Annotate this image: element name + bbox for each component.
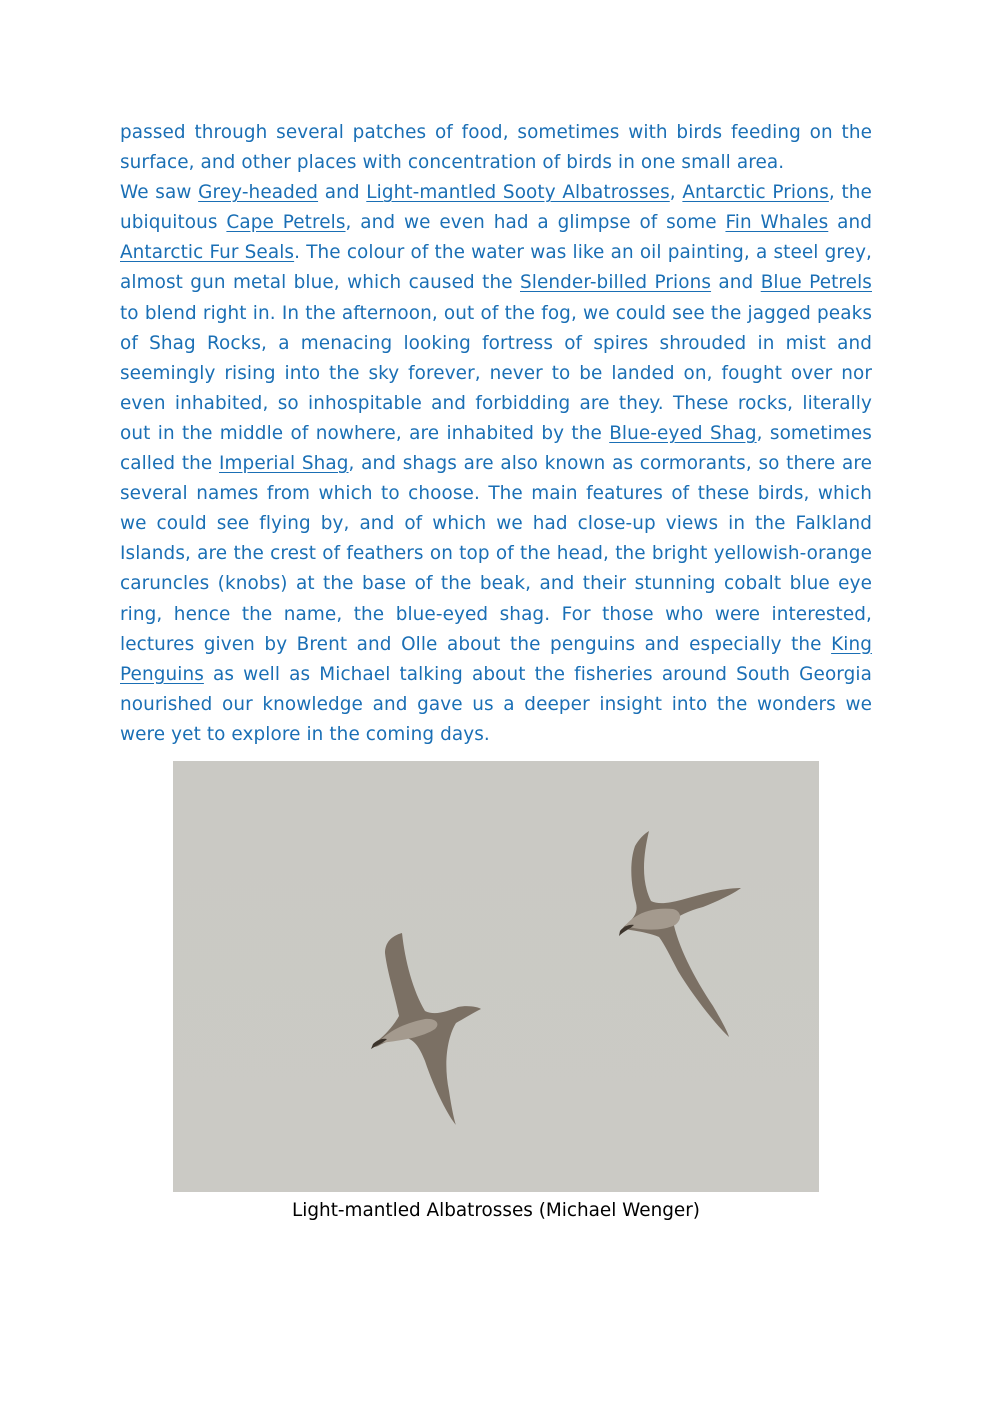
link-grey-headed[interactable]: Grey-headed [198, 182, 319, 204]
paragraph-2 [120, 178, 872, 750]
link-light-mantled-sooty-albatrosses[interactable]: Light-mantled Sooty Albatrosses [366, 182, 670, 204]
text-run: and [318, 182, 367, 204]
text-run: and [711, 272, 761, 294]
photo-caption: Light-mantled Albatrosses (Michael Wenger) [292, 1200, 700, 1221]
text-run: , [669, 182, 683, 204]
albatross-illustration [173, 761, 819, 1192]
link-imperial-shag[interactable]: Imperial Shag [219, 453, 349, 475]
link-blue-petrels[interactable]: Blue Petrels [760, 272, 872, 294]
albatross-left [371, 933, 481, 1125]
text-run: , and we even had a glimpse of some [345, 212, 726, 234]
albatross-right [619, 831, 741, 1037]
link-slender-billed-prions[interactable]: Slender-billed Prions [520, 272, 712, 294]
link-blue-eyed-shag[interactable]: Blue-eyed Shag [609, 422, 757, 444]
paragraph-1: passed through several patches of food, sometimes with birds feeding on the surface, and other places with concentration of birds in one small area. [120, 122, 872, 174]
text-run: to blend right in. In the afternoon, out of the fog, we could see the jagged peaks of Shag Rocks, a menacing looking fortress of spires shrouded in mist and seemingly rising into the sky forever, never to be landed on, fought over nor even inhabited, so inhospitable and forbidding are they. These rocks, literally out in the middle of nowhere, are inhabited by the [120, 302, 872, 444]
albatross-photo [173, 761, 819, 1192]
text-run: , sometimes called the [120, 422, 872, 475]
link-king-penguins[interactable]: King Penguins [120, 633, 872, 685]
text-run: as well as Michael talking about the fisheries around South Georgia nourished our knowledge and gave us a deeper insight into the wonders we were yet to explore in the coming days. [120, 663, 872, 745]
text-run: , the ubiquitous [120, 182, 872, 234]
text-run: and [828, 212, 872, 234]
link-fin-whales[interactable]: Fin Whales [725, 212, 829, 234]
link-antarctic-fur-seals[interactable]: Antarctic Fur Seals [120, 242, 295, 264]
link-cape-petrels[interactable]: Cape Petrels [226, 212, 346, 234]
text-run: We saw [120, 182, 199, 204]
article-text [120, 118, 872, 750]
link-antarctic-prions[interactable]: Antarctic Prions [682, 182, 829, 204]
text-run: , and shags are also known as cormorants, so there are several names from which to choose. The main features of these birds, which we could see flying by, and of which we had close-up views in the Falkland Islands, are the crest of feathers on top of the head, the bright yellowish-orange caruncles (knobs) at the base of the beak, and their stunning cobalt blue eye ring, hence the name, the blue-eyed shag. For those who were interested, lectures given by Brent and Olle about the penguins and especially the [120, 453, 873, 655]
text-run: . The colour of the water was like an oil painting, a steel grey, almost gun metal blue, which caused the [120, 242, 872, 294]
